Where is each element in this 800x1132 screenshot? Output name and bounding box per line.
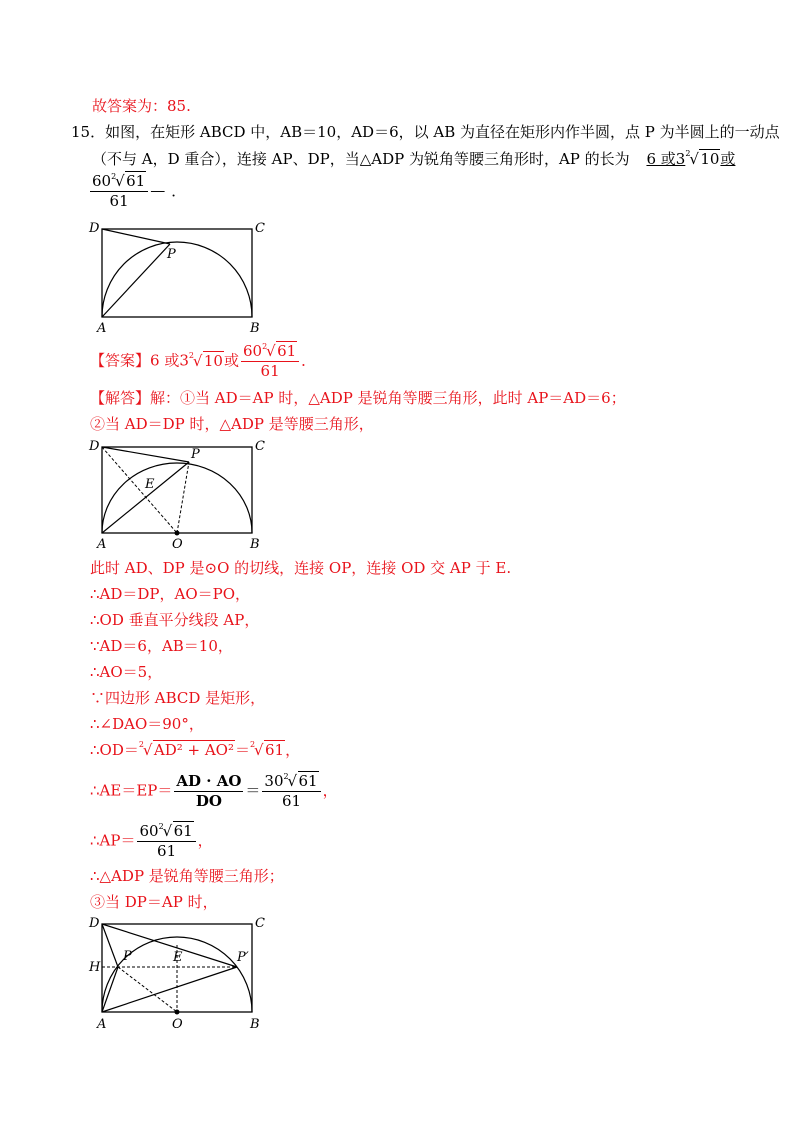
- label-d: D: [89, 221, 100, 236]
- segment-ap-prime: [102, 967, 237, 1012]
- ap-fraction: 60 2 √ 61 61: [137, 822, 195, 861]
- figure-3: [85, 913, 285, 1033]
- question-period: ．: [171, 181, 187, 200]
- solution-line-5: ∴OD 垂直平分线段 AP，: [90, 611, 260, 629]
- solution-line-7: ∴AO＝5，: [90, 663, 163, 681]
- answer-radicand: 10: [203, 351, 223, 370]
- od-prefix: ∴OD＝: [90, 741, 139, 759]
- answer-fraction: 60 2 √ 61 61: [241, 342, 299, 381]
- label-d: D: [89, 916, 100, 931]
- blank-or: 或: [720, 150, 736, 168]
- segment-op-dashed: [177, 462, 189, 533]
- solution-line-14: ③当 DP＝AP 时，: [90, 893, 218, 911]
- ae-prefix: ∴AE＝EP＝: [90, 781, 173, 800]
- ae-equals: ＝: [245, 781, 261, 800]
- figure-2: [85, 436, 275, 552]
- blank-radical: 2 √ 10: [685, 149, 720, 168]
- ae-fraction-1: $\frac{AD \cdot AO}{DO}$: [176, 772, 242, 810]
- solution-line-9: ∴∠DAO＝90°，: [90, 715, 204, 733]
- answer-radical: 2 √ 10: [188, 350, 223, 370]
- question-line-1: [71, 122, 780, 142]
- blank-part-a: 6 或3: [646, 150, 686, 168]
- label-e: E: [145, 477, 155, 492]
- label-a: A: [97, 321, 107, 336]
- label-d: D: [89, 439, 100, 454]
- label-a: A: [97, 1017, 107, 1032]
- od-comma: ，: [285, 741, 301, 759]
- od-radicand: AD² + AO²: [153, 741, 234, 759]
- answer-blank: [646, 150, 735, 168]
- answer-tag: 【答案】: [90, 351, 151, 370]
- segment-dp: [102, 229, 170, 244]
- label-o: O: [172, 537, 183, 552]
- label-p: P: [123, 949, 132, 964]
- od-radicand-2: 61: [265, 741, 285, 759]
- label-c: C: [255, 221, 265, 236]
- label-c: C: [255, 916, 265, 931]
- answer-or: 或: [223, 351, 239, 370]
- label-p-prime: P′: [237, 950, 249, 965]
- segment-ap: [102, 244, 170, 317]
- solution-line-3: 此时 AD、DP 是⊙O 的切线，连接 OP，连接 OD 交 AP 于 E.: [90, 559, 512, 577]
- blank-den: 61: [109, 192, 129, 210]
- label-b: B: [250, 537, 260, 552]
- label-p: P: [167, 247, 176, 262]
- question-number: 15．: [71, 123, 106, 141]
- segment-dp: [102, 924, 118, 967]
- solution-line-6: ∵AD＝6，AB＝10，: [90, 637, 233, 655]
- label-o: O: [172, 1017, 183, 1032]
- solution-line-10: [90, 740, 300, 760]
- ae-fraction-2: 30 2 √ 61 61: [262, 772, 320, 811]
- ae-comma: ，: [322, 781, 338, 800]
- segment-od-dashed: [102, 447, 177, 533]
- segment-ap: [102, 967, 118, 1012]
- label-b: B: [250, 1017, 260, 1032]
- solution-line-13: ∴△ADP 是锐角等腰三角形；: [90, 867, 284, 885]
- semicircle: [102, 463, 252, 533]
- od-radical-2: 2 √ 61: [250, 740, 285, 759]
- label-c: C: [255, 439, 265, 454]
- figure-1: [85, 218, 275, 338]
- answer-part-a: 6 或3: [150, 351, 189, 370]
- label-h: H: [89, 960, 101, 975]
- label-b: B: [250, 321, 260, 336]
- answer-period: ．: [301, 351, 317, 370]
- blank-num-radicand: 61: [126, 172, 146, 190]
- label-e: E: [173, 950, 183, 965]
- solution-line-4: ∴AD＝DP，AO＝PO，: [90, 585, 251, 603]
- question-line-2: [92, 149, 735, 169]
- solution-tag: 【解答】: [90, 389, 151, 407]
- od-equals: ＝: [235, 741, 251, 759]
- center-point-o: [175, 1010, 180, 1015]
- solution-line-8: ∵四边形 ABCD 是矩形，: [90, 689, 266, 707]
- solution-line-12: [90, 822, 213, 861]
- solution-line-1: [90, 388, 626, 408]
- solution-line-11: [90, 772, 338, 811]
- solution-text-1: 解：①当 AD＝AP 时，△ADP 是锐角等腰三角形，此时 AP＝AD＝6；: [150, 389, 626, 407]
- blank-dash: —: [150, 181, 166, 200]
- solution-line-2: ②当 AD＝DP 时，△ADP 是等腰三角形，: [90, 415, 374, 433]
- label-a: A: [97, 537, 107, 552]
- question-text-2: （不与 A，D 重合），连接 AP、DP，当△ADP 为锐角等腰三角形时，AP 的长为: [92, 150, 630, 168]
- segment-dp: [102, 447, 189, 462]
- od-radical: 2 √ AD² + AO²: [138, 740, 234, 759]
- blank-radicand: 10: [700, 150, 720, 168]
- label-p: P: [191, 447, 200, 462]
- previous-answer: 故答案为：85.: [92, 97, 191, 115]
- center-point-o: [175, 531, 180, 536]
- ap-prefix: ∴AP＝: [90, 831, 136, 850]
- answer-line: [90, 342, 316, 381]
- semicircle: [102, 242, 252, 317]
- question-line-3: [88, 172, 186, 211]
- ap-comma: ，: [197, 831, 213, 850]
- blank-num-coef: 60: [92, 172, 112, 190]
- question-text-1: 如图，在矩形 ABCD 中，AB＝10，AD＝6，以 AB 为直径在矩形内作半圆，点 P 为半圆上的一动点: [105, 123, 780, 141]
- blank-fraction: 60 2 √ 61 61: [90, 172, 148, 211]
